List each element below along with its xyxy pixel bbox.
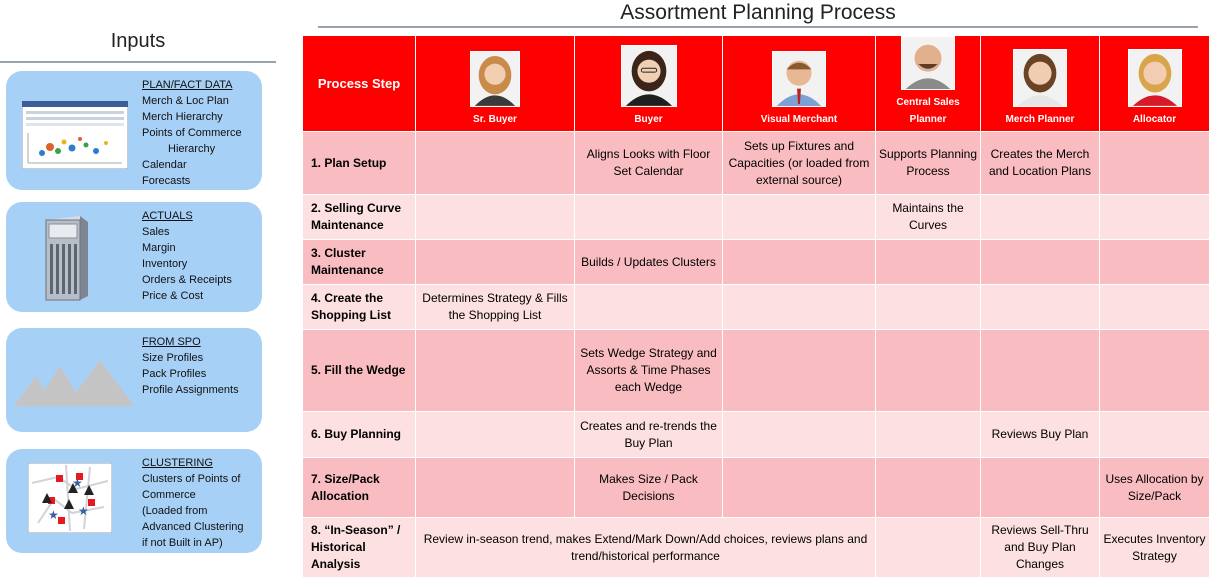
task-cell [416,195,575,240]
task-cell [981,195,1100,240]
visual-merchant-avatar-icon [772,51,826,107]
step-label: 2. Selling Curve Maintenance [303,195,416,240]
role-central-sales-planner [876,36,981,132]
task-cell: Builds / Updates Clusters [575,240,723,285]
task-cell [416,132,575,195]
task-cell [723,240,876,285]
cluster-map-icon [28,463,112,533]
spo-line: Pack Profiles [142,368,207,380]
role-label: Central Sales Planner [896,97,960,125]
role-header-row [303,36,1210,132]
clustering-header: CLUSTERING [142,457,213,469]
task-cell [1100,285,1210,330]
mountains-icon [14,358,136,408]
table-row [303,412,1210,458]
process-title-divider [318,26,1198,28]
inputs-title: Inputs [110,30,166,52]
task-cell [981,240,1100,285]
task-cell: Aligns Looks with Floor Set Calendar [575,132,723,195]
plan-fact-line: Hierarchy [168,143,216,155]
task-cell [981,458,1100,518]
task-cell: Determines Strategy & Fills the Shopping List [416,285,575,330]
inputs-divider [0,61,276,63]
table-row [303,518,1210,578]
plan-fact-line: Forecasts [142,175,191,187]
input-box-clustering [6,449,262,553]
task-cell [876,240,981,285]
task-cell [876,285,981,330]
task-cell [575,285,723,330]
role-label: Merch Planner [1005,114,1075,125]
task-cell [1100,240,1210,285]
table-row [303,195,1210,240]
table-row [303,458,1210,518]
server-icon [36,214,92,302]
role-sr-buyer [416,36,575,132]
step-label: 5. Fill the Wedge [303,330,416,412]
sr-buyer-avatar-icon [470,51,520,107]
task-cell: Sets Wedge Strategy and Assorts & Time Phases each Wedge [575,330,723,412]
svg-text:★: ★ [78,504,89,518]
process-step-header: Process Step [303,36,416,132]
central-sales-planner-avatar-icon [901,36,955,90]
process-grid [302,35,1210,578]
table-row [303,240,1210,285]
clustering-line: (Loaded from [142,505,208,517]
buyer-avatar-icon [621,45,677,107]
table-row [303,285,1210,330]
task-cell [723,330,876,412]
role-label: Allocator [1132,114,1177,125]
role-buyer [575,36,723,132]
spo-header: FROM SPO [142,336,201,348]
step-label: 1. Plan Setup [303,132,416,195]
task-cell [575,195,723,240]
input-box-actuals [6,202,262,312]
task-cell: Makes Size / Pack Decisions [575,458,723,518]
actuals-line: Margin [142,242,176,254]
task-cell-merged: Review in-season trend, makes Extend/Mark Down/Add choices, reviews plans and trend/historical performance [416,518,876,578]
task-cell [416,412,575,458]
task-cell [1100,330,1210,412]
task-cell: Reviews Buy Plan [981,412,1100,458]
allocator-avatar-icon [1128,49,1182,107]
spo-line: Profile Assignments [142,384,239,396]
plan-fact-line: Points of Commerce [142,127,242,139]
role-label: Buyer [634,114,663,125]
input-box-plan-fact [6,71,262,190]
actuals-line: Inventory [142,258,188,270]
step-label: 7. Size/Pack Allocation [303,458,416,518]
task-cell [416,240,575,285]
svg-text:★: ★ [48,508,59,522]
task-cell: Sets up Fixtures and Capacities (or loaded from external source) [723,132,876,195]
table-row [303,132,1210,195]
task-cell [981,285,1100,330]
plan-fact-line: Merch & Loc Plan [142,95,229,107]
actuals-line: Orders & Receipts [142,274,232,286]
task-cell [416,330,575,412]
task-cell: Creates the Merch and Location Plans [981,132,1100,195]
task-cell: Uses Allocation by Size/Pack [1100,458,1210,518]
clustering-line: Clusters of Points of [142,473,241,485]
actuals-line: Sales [142,226,170,238]
task-cell [876,412,981,458]
input-box-spo [6,328,262,432]
plan-fact-line: Merch Hierarchy [142,111,223,123]
task-cell [723,412,876,458]
clustering-line: if not Built in AP) [142,537,223,549]
table-row [303,330,1210,412]
clustering-line: Commerce [142,489,196,501]
plan-fact-header: PLAN/FACT DATA [142,79,233,91]
task-cell [1100,195,1210,240]
task-cell [416,458,575,518]
actuals-header: ACTUALS [142,210,193,222]
task-cell [723,285,876,330]
step-label: 4. Create the Shopping List [303,285,416,330]
step-label: 3. Cluster Maintenance [303,240,416,285]
role-allocator [1100,36,1210,132]
task-cell [876,518,981,578]
task-cell: Creates and re-trends the Buy Plan [575,412,723,458]
task-cell: Supports Planning Process [876,132,981,195]
process-title: Assortment Planning Process [620,1,896,24]
task-cell: Maintains the Curves [876,195,981,240]
role-visual-merchant [723,36,876,132]
task-cell [1100,412,1210,458]
svg-text:★: ★ [72,476,83,490]
step-label: 6. Buy Planning [303,412,416,458]
actuals-line: Price & Cost [142,290,204,302]
step-label: 8. “In-Season” / Historical Analysis [303,518,416,578]
plan-fact-line: Calendar [142,159,187,171]
task-cell: Executes Inventory Strategy [1100,518,1210,578]
task-cell [723,458,876,518]
role-label: Visual Merchant [760,114,838,125]
role-label: Sr. Buyer [473,114,517,125]
screen-thumbnail-icon [22,101,128,169]
task-cell: Reviews Sell-Thru and Buy Plan Changes [981,518,1100,578]
spo-line: Size Profiles [142,352,204,364]
clustering-line: Advanced Clustering [142,521,244,533]
task-cell [1100,132,1210,195]
task-cell [876,330,981,412]
task-cell [876,458,981,518]
task-cell [981,330,1100,412]
task-cell [723,195,876,240]
role-merch-planner [981,36,1100,132]
merch-planner-avatar-icon [1013,49,1067,107]
